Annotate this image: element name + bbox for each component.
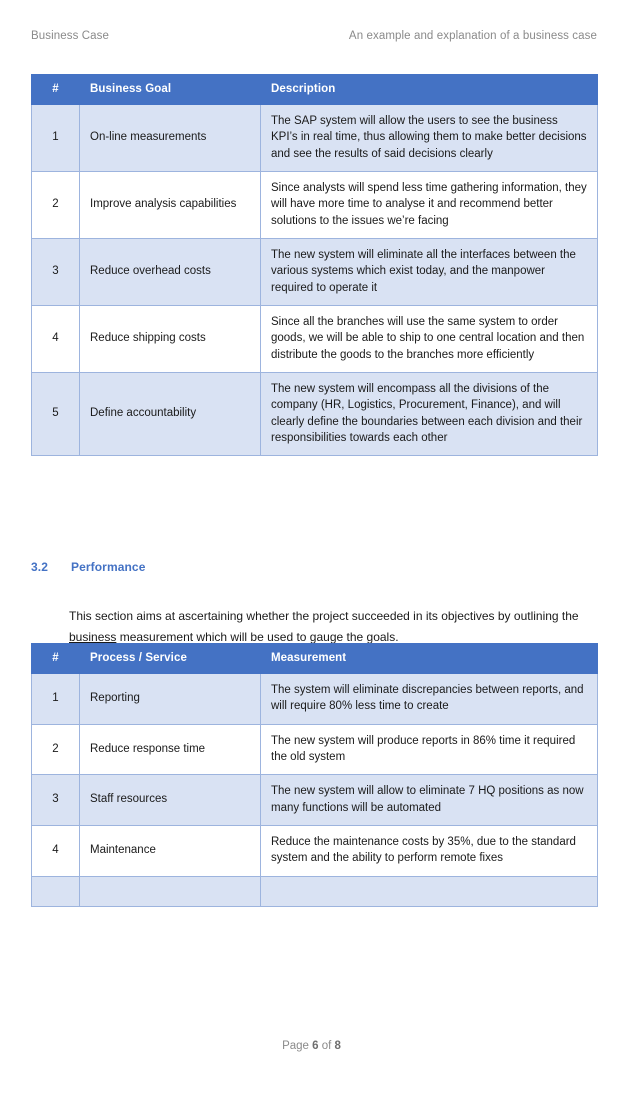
- row-number: 4: [32, 825, 80, 876]
- row-number: 3: [32, 238, 80, 305]
- table-row: [32, 171, 598, 238]
- section-heading-performance: [31, 560, 145, 574]
- section-paragraph: [69, 606, 597, 647]
- header-document-subtitle: An example and explanation of a business case: [348, 30, 597, 42]
- row-process-name: Reporting: [80, 674, 261, 725]
- table-row: [32, 238, 598, 305]
- paragraph-underlined-term: business: [69, 629, 117, 644]
- row-measurement: The system will eliminate discrepancies between reports, and will require 80% less time to create: [261, 674, 598, 725]
- row-goal-name: Define accountability: [80, 372, 261, 455]
- footer-current-page: 6: [312, 1040, 319, 1052]
- row-number: 4: [32, 305, 80, 372]
- row-description: Since analysts will spend less time gathering information, they will have more time to analyse it and recommend better solutions to the issues we’re facing: [261, 171, 598, 238]
- table-row: [32, 775, 598, 826]
- row-measurement: The new system will allow to eliminate 7 HQ positions as now many functions will be automated: [261, 775, 598, 826]
- row-number: 3: [32, 775, 80, 826]
- table-row: [32, 105, 598, 172]
- footer-total-pages: 8: [334, 1040, 341, 1052]
- row-process-name: Reduce response time: [80, 724, 261, 775]
- column-header-number: #: [32, 644, 80, 674]
- footer-page-middle: of: [318, 1040, 335, 1052]
- row-description: The new system will eliminate all the interfaces between the various systems which exist today, and the manpower required to operate it: [261, 238, 598, 305]
- page-footer: [0, 1040, 623, 1052]
- row-goal-name: On-line measurements: [80, 105, 261, 172]
- row-process-name: [80, 876, 261, 906]
- row-number: 1: [32, 674, 80, 725]
- row-description: The SAP system will allow the users to see the business KPI’s in real time, thus allowing them to make better decisions and see the results of said decisions clearly: [261, 105, 598, 172]
- paragraph-text-before: This section aims at ascertaining whether the project succeeded in its objectives by outlining the: [69, 609, 579, 623]
- column-header-process-service: Process / Service: [80, 644, 261, 674]
- row-number: 5: [32, 372, 80, 455]
- table-row: [32, 305, 598, 372]
- row-number: 2: [32, 724, 80, 775]
- header-document-title: Business Case: [31, 30, 110, 42]
- table-row: [32, 674, 598, 725]
- page-running-header: [31, 30, 597, 42]
- table-row-empty: [32, 876, 598, 906]
- column-header-number: #: [32, 75, 80, 105]
- table-header-row: [32, 644, 598, 674]
- row-process-name: Staff resources: [80, 775, 261, 826]
- table-row: [32, 825, 598, 876]
- row-number: 2: [32, 171, 80, 238]
- column-header-measurement: Measurement: [261, 644, 598, 674]
- row-measurement: The new system will produce reports in 86% time it required the old system: [261, 724, 598, 775]
- row-process-name: Maintenance: [80, 825, 261, 876]
- row-number: 1: [32, 105, 80, 172]
- section-number: 3.2: [31, 560, 48, 574]
- section-title: Performance: [71, 560, 146, 574]
- row-goal-name: Reduce shipping costs: [80, 305, 261, 372]
- row-description: Since all the branches will use the same system to order goods, we will be able to ship to one central location and then distribute the goods to the branches more efficiently: [261, 305, 598, 372]
- table-header-row: [32, 75, 598, 105]
- column-header-description: Description: [261, 75, 598, 105]
- footer-page-prefix: Page: [282, 1040, 313, 1052]
- table-row: [32, 724, 598, 775]
- performance-measurement-table: [31, 643, 598, 907]
- row-measurement: [261, 876, 598, 906]
- row-description: The new system will encompass all the divisions of the company (HR, Logistics, Procurement, Finance), and will clearly define the boundaries between each division and their responsibilities towards each other: [261, 372, 598, 455]
- row-goal-name: Improve analysis capabilities: [80, 171, 261, 238]
- column-header-business-goal: Business Goal: [80, 75, 261, 105]
- row-number: [32, 876, 80, 906]
- row-measurement: Reduce the maintenance costs by 35%, due to the standard system and the ability to perform remote fixes: [261, 825, 598, 876]
- business-goals-table: [31, 74, 598, 456]
- row-goal-name: Reduce overhead costs: [80, 238, 261, 305]
- table-row: [32, 372, 598, 455]
- paragraph-text-after: measurement which will be used to gauge the goals.: [116, 629, 399, 644]
